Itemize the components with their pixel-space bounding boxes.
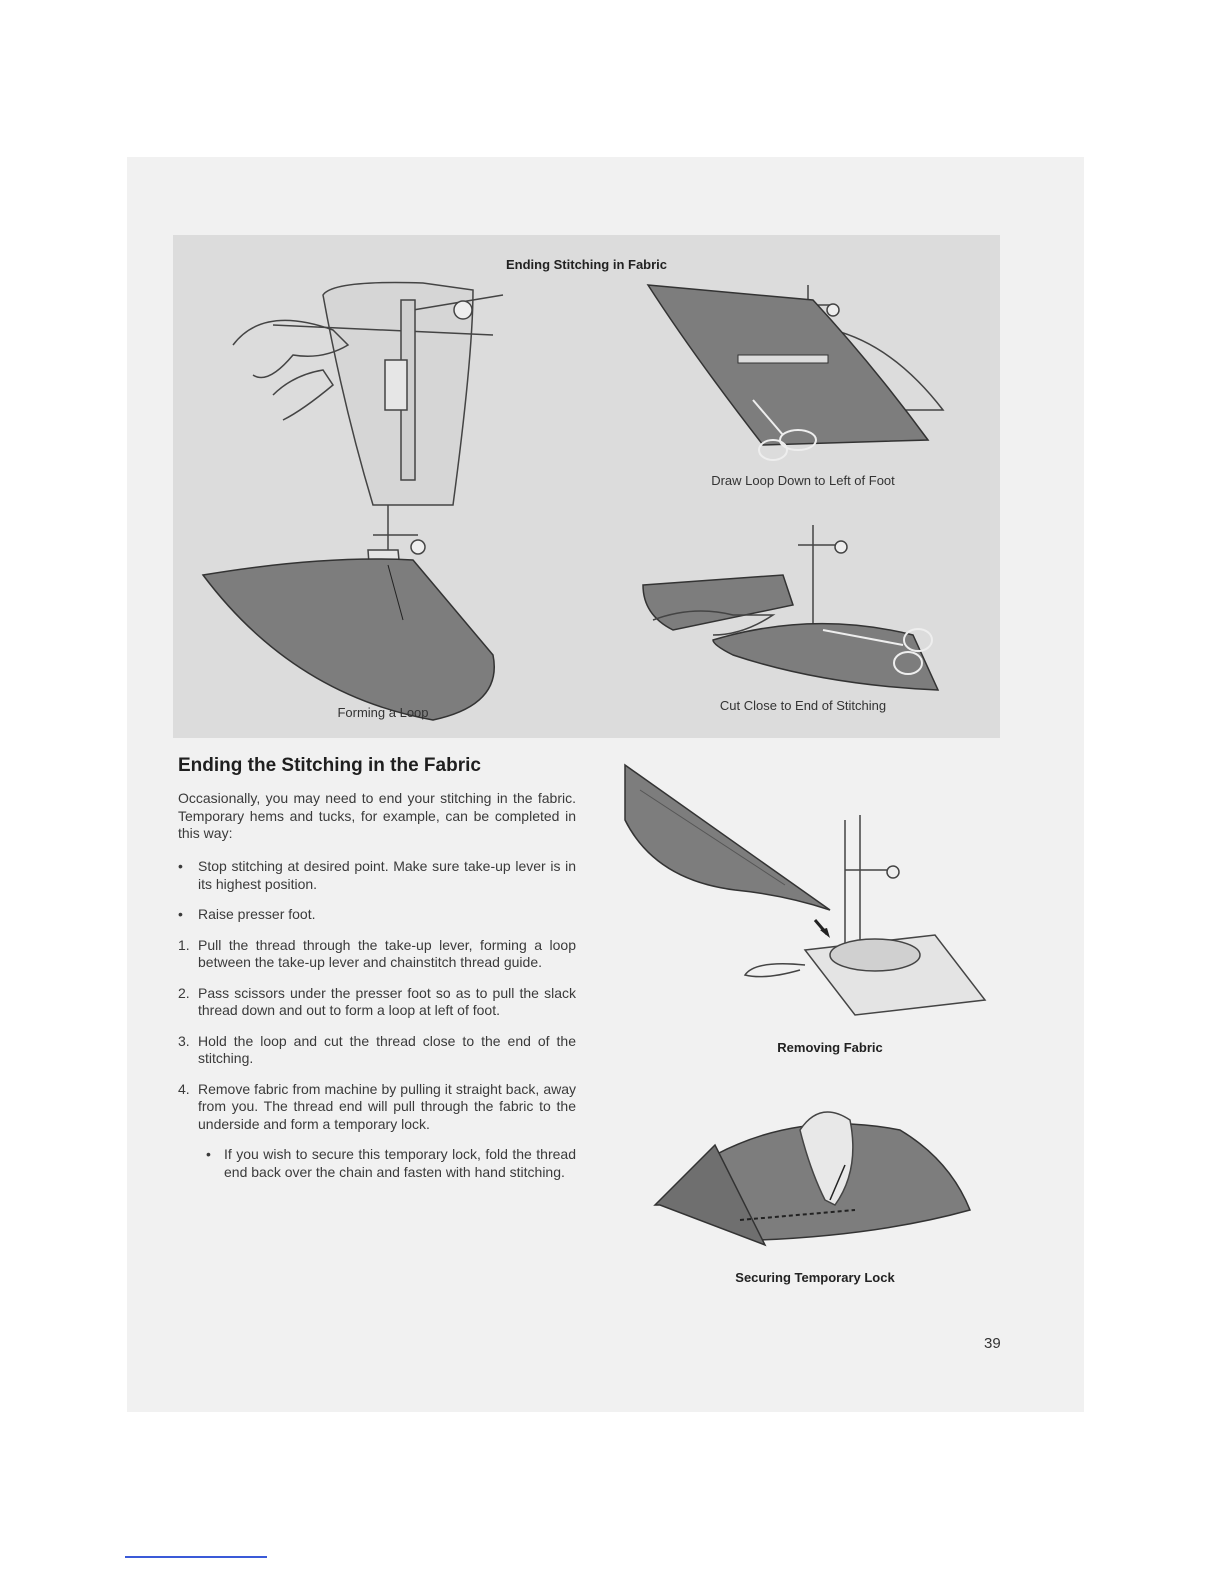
fabric-bottom-right [713,624,938,690]
caption-cut-close: Cut Close to End of Stitching [719,698,887,713]
caption-forming-loop: Forming a Loop [337,705,429,720]
figure-title: Ending Stitching in Fabric [505,257,668,272]
list-item-text: If you wish to secure this temporary lock, fold the thread end back over the chain and fasten with hand stitching. [224,1146,576,1180]
list-item [178,985,576,1020]
bullet-marker: • [178,858,183,874]
list-item-text: Pull the thread through the take-up lever, forming a loop between the take-up lever and chainstitch thread guide. [198,936,576,970]
list-item [178,937,576,972]
list-item [206,1146,576,1181]
list-item [178,1081,576,1134]
page-number: 39 [984,1335,1001,1352]
caption-draw-loop: Draw Loop Down to Left of Foot [711,473,895,488]
section-heading: Ending the Stitching in the Fabric [178,755,481,776]
list-item [178,1033,576,1068]
list-item-text: Hold the loop and cut the thread close to the end of the stitching. [198,1032,576,1066]
fabric-left [203,559,494,720]
bullet-marker: • [178,906,183,922]
caption-securing-lock: Securing Temporary Lock [735,1270,895,1285]
list-item [178,858,576,893]
list-item-text: Raise presser foot. [198,906,316,922]
step-number: 3. [178,1032,190,1049]
caption-removing-fabric: Removing Fabric [777,1040,883,1055]
top-figure [173,235,1000,738]
list-item-text: Pass scissors under the presser foot so as to pull the slack thread down and out to form a loop at left of foot. [198,984,576,1018]
list-item-text: Stop stitching at desired point. Make sure take-up lever is in its highest position. [198,858,576,892]
step-number: 2. [178,984,190,1001]
instruction-list [178,858,576,1194]
bullet-marker: • [206,1146,211,1162]
intro-paragraph: Occasionally, you may need to end your stitching in the fabric. Temporary hems and tucks, for example, can be completed in this way: [178,790,576,841]
securing-lock-illustration [640,1090,985,1265]
footer-rule [125,1556,267,1558]
list-item [178,906,576,924]
step-number: 1. [178,936,190,953]
fabric-top-right [648,285,928,445]
list-item-text: Remove fabric from machine by pulling it straight back, away from you. The thread end will pull through the fabric to the underside and form a temporary lock. [198,1080,576,1132]
removing-fabric-illustration [615,760,995,1030]
step-number: 4. [178,1080,190,1097]
